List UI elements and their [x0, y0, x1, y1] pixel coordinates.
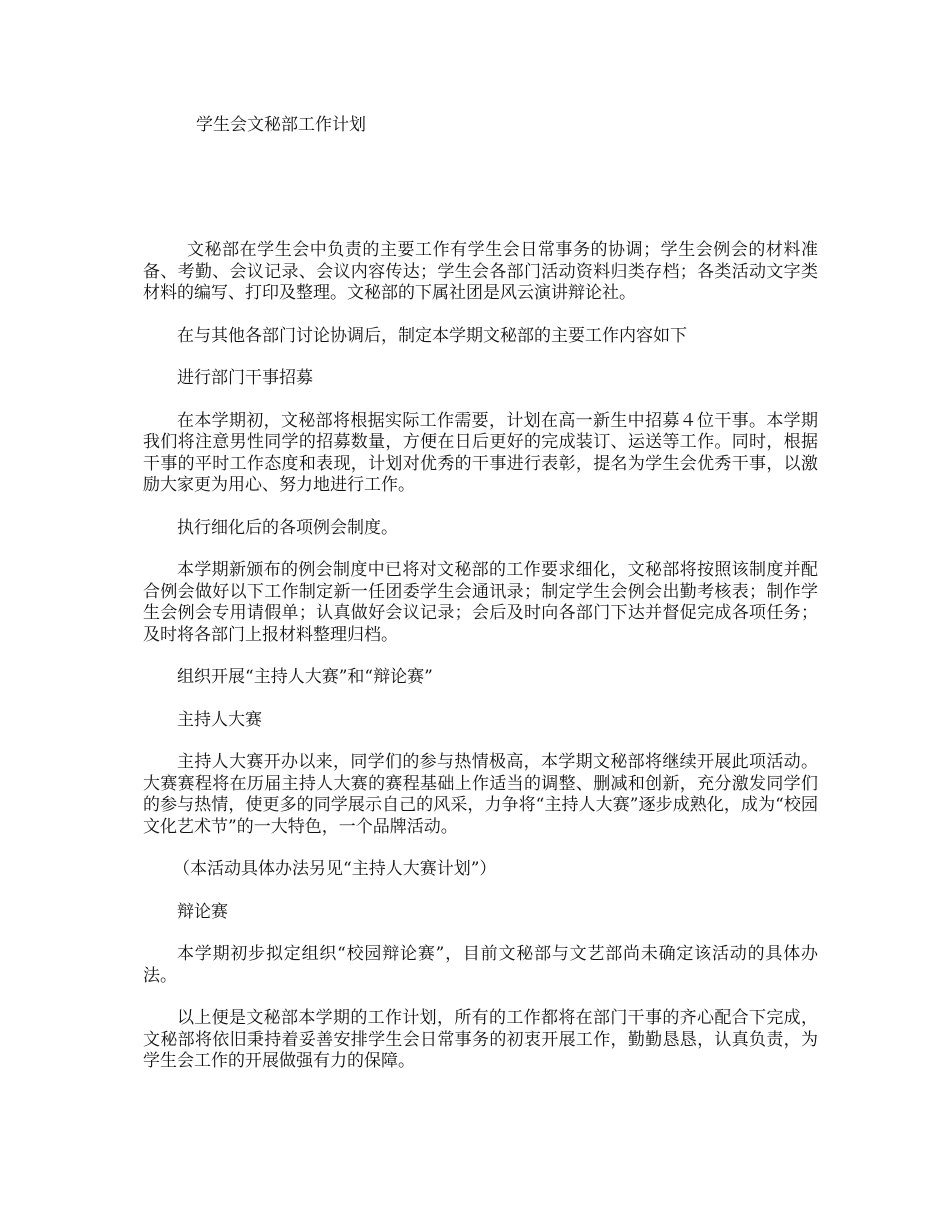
heading-competitions: 组织开展“主持人大赛”和“辩论赛” [177, 667, 433, 687]
heading-recruitment: 进行部门干事招募 [177, 368, 313, 388]
heading-meeting-system: 执行细化后的各项例会制度。 [177, 517, 398, 538]
paragraph-conclusion: 以上便是文秘部本学期的工作计划，所有的工作都将在部门干事的齐心配合下完成，文秘部将依旧秉持着妥善安排学生会日常事务的初衷开展工作，勤勤恳恳，认真负责，为学生会工作的开展做强有力的保障。 [143, 1008, 818, 1071]
paragraph-meeting-system: 本学期新颁布的例会制度中已将对文秘部的工作要求细化，文秘部将按照该制度并配合例会做好以下工作制定新一任团委学生会通讯录；制定学生会例会出勤考核表；制作学生会例会专用请假单；认真做好会议记录；会后及时向各部门下达并督促完成各项任务；及时将各部门上报材料整理归档。 [143, 560, 818, 645]
heading-host-contest: 主持人大赛 [177, 709, 262, 730]
document-title: 学生会文秘部工作计划 [196, 115, 366, 135]
paragraph-intro: 文秘部在学生会中负责的主要工作有学生会日常事务的协调；学生会例会的材料准备、考勤、会议记录、会议内容传达；学生会各部门活动资料归类存档；各类活动文字类材料的编写、打印及整理。文秘部的下属社团是风云演讲辩论社。 [143, 240, 818, 303]
paragraph-recruitment: 在本学期初，文秘部将根据实际工作需要，计划在高一新生中招募４位干事。本学期我们将注意男性同学的招募数量，方便在日后更好的完成装订、运送等工作。同时，根据干事的平时工作态度和表现，计划对优秀的干事进行表彰，提名为学生会优秀干事，以激励大家更为用心、努力地进行工作。 [143, 410, 818, 495]
document-body [143, 240, 818, 1094]
paragraph-plan-lead: 在与其他各部门讨论协调后，制定本学期文秘部的主要工作内容如下 [177, 325, 687, 346]
heading-debate: 辩论赛 [177, 901, 228, 922]
paragraph-debate: 本学期初步拟定组织“校园辩论赛”，目前文秘部与文艺部尚未确定该活动的具体办法。 [143, 944, 818, 986]
note-host-contest-plan: （本活动具体办法另见“主持人大赛计划”） [173, 859, 497, 879]
paragraph-host-contest: 主持人大赛开办以来，同学们的参与热情极高，本学期文秘部将继续开展此项活动。大赛赛程将在历届主持人大赛的赛程基础上作适当的调整、删减和创新，充分激发同学们的参与热情，使更多的同学展示自己的风采，力争将“主持人大赛”逐步成熟化，成为“校园文化艺术节”的一大特色，一个品牌活动。 [143, 752, 818, 837]
